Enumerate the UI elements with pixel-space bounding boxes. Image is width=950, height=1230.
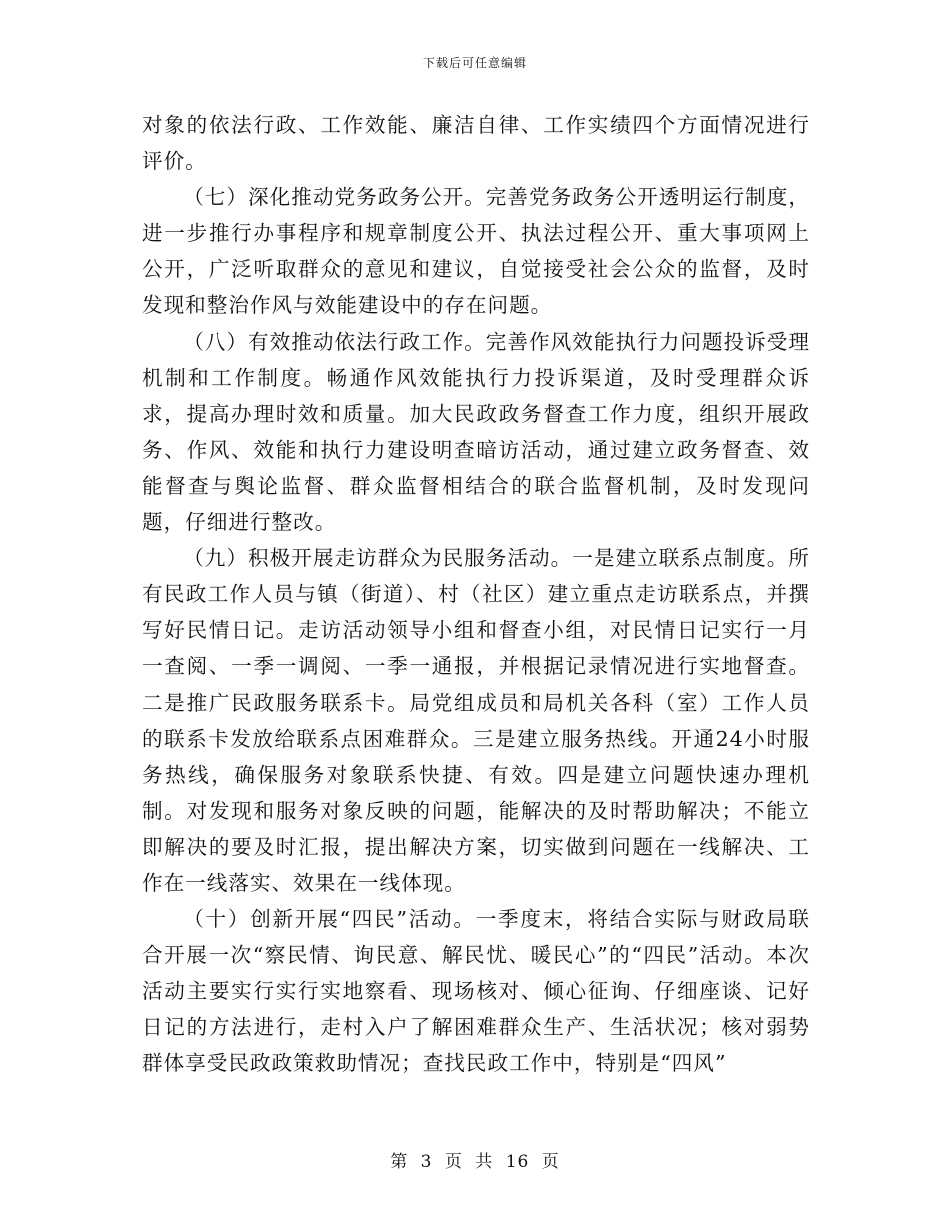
paragraph-continuation: 对象的依法行政、工作效能、廉洁自律、工作实绩四个方面情况进行评价。 xyxy=(142,113,810,174)
page-footer: 第 3 页 共 16 页 xyxy=(390,1152,560,1172)
page-header: 下载后可任意编辑 xyxy=(422,56,527,70)
paragraph-section-7: （七）深化推动党务政务公开。完善党务政务公开透明运行制度，进一步推行办事程序和规章制度公开、执法过程公开、重大事项网上公开，广泛听取群众的意见和建议，自觉接受社会公众的监督，及时发现和整治作风与效能建设中的存在问题。 xyxy=(142,185,810,318)
document-body xyxy=(142,107,810,1082)
paragraph-section-9: （九）积极开展走访群众为民服务活动。一是建立联系点制度。所有民政工作人员与镇（街道）、村（社区）建立重点走访联系点，并撰写好民情日记。走访活动领导小组和督查小组，对民情日记实行一月一查阅、一季一调阅、一季一通报，并根据记录情况进行实地督查。二是推广民政服务联系卡。局党组成员和局机关各科（室）工作人员的联系卡发放给联系点困难群众。三是建立服务热线。开通24小时服务热线，确保服务对象联系快捷、有效。四是建立问题快速办理机制。对发现和服务对象反映的问题，能解决的及时帮助解决；不能立即解决的要及时汇报，提出解决方案，切实做到问题在一线解决、工作在一线落实、效果在一线体现。 xyxy=(142,546,810,895)
paragraph-section-10: （十）创新开展“四民”活动。一季度末，将结合实际与财政局联合开展一次“察民情、询民意、解民忧、暖民心”的“四民”活动。本次活动主要实行实行实地察看、现场核对、倾心征询、仔细座谈、记好日记的方法进行，走村入户了解困难群众生产、生活状况；核对弱势群体享受民政政策救助情况；查找民政工作中，特别是“四风” xyxy=(142,907,810,1076)
paragraph-section-8: （八）有效推动依法行政工作。完善作风效能执行力问题投诉受理机制和工作制度。畅通作风效能执行力投诉渠道，及时受理群众诉求，提高办理时效和质量。加大民政政务督查工作力度，组织开展政务、作风、效能和执行力建设明查暗访活动，通过建立政务督查、效能督查与舆论监督、群众监督相结合的联合监督机制，及时发现问题，仔细进行整改。 xyxy=(142,329,810,535)
